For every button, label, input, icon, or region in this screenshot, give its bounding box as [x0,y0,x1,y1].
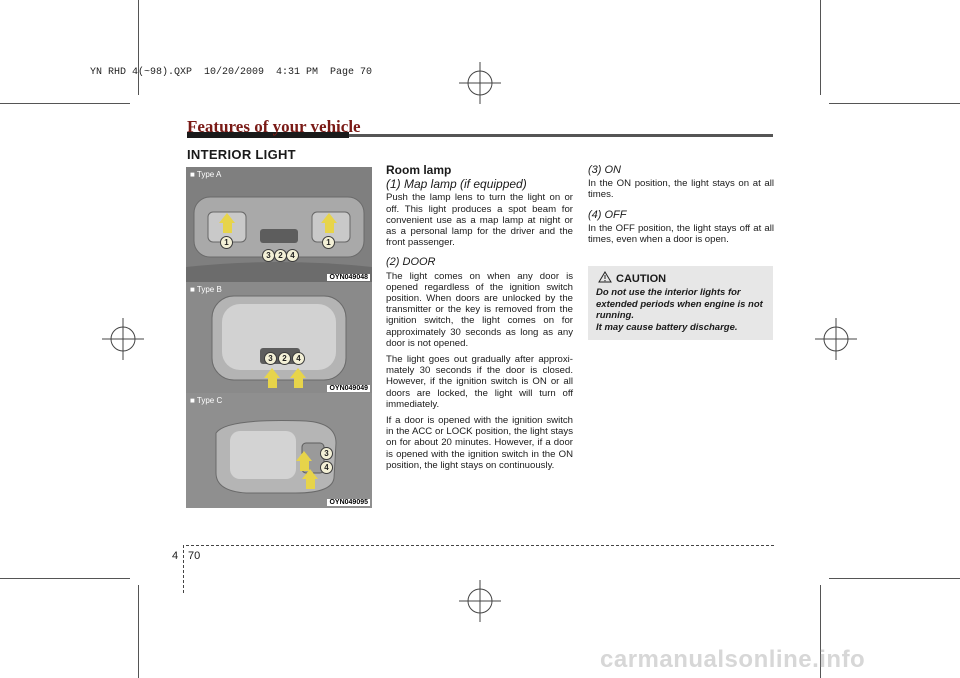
arrow-up-icon [264,368,280,378]
paragraph: In the OFF position, the light stays off at all times, even when a door is open. [588,222,774,246]
warning-triangle-icon [598,271,612,283]
section-heading: INTERIOR LIGHT [187,147,296,162]
callout-number: 4 [286,249,299,262]
crop-mark [0,103,130,104]
figure-code: OYN049048 [329,274,368,281]
callout-number: 3 [320,447,333,460]
page-number: 70 [188,550,201,562]
caution-text [596,287,766,333]
room-lamp-type-c-illustration [186,393,372,508]
crop-mark [138,585,139,678]
callout-number: 1 [322,236,335,249]
paragraph: The light comes on when any door is opened regardless of the ignition switch position. When doors are unlocked by the transmitter or the key is removed from the ignition switch, the light comes on for approximately 30 seconds as long as any door is not opened. [386,270,573,349]
callout-number: 4 [292,352,305,365]
caution-line: It may cause battery discharge. [596,321,738,333]
caution-title: CAUTION [616,273,667,285]
registration-mark-icon [459,580,501,622]
figure-type-a [186,167,372,283]
arrow-up-icon [219,213,235,223]
arrow-up-icon [296,451,312,461]
arrow-up-icon [294,378,303,388]
subheading-door: (2) DOOR [386,256,436,269]
subheading-room-lamp: Room lamp [386,163,452,177]
paragraph: If a door is opened with the ignition switch in the ACC or LOCK position, the light stays on for about 20 minutes. However, if a door is opened with the ignition switch in the ON position, the light stays on continuously. [386,415,573,471]
text-column-middle [386,165,573,476]
paragraph: In the ON position, the light stays on at all times. [588,178,774,201]
arrow-up-icon [268,378,277,388]
text-column-right [588,165,774,250]
figure-label: ■ Type A [190,170,222,179]
figure-code: OYN049049 [329,385,368,392]
arrow-up-icon [302,469,318,479]
paragraph: The light goes out gradually after approxi-mately 30 seconds if the door is closed. However, if the ignition switch is ON or all doors are locked, the light will turn off immediately. [386,354,573,410]
crop-mark [820,0,821,95]
crop-mark [829,578,960,579]
arrow-up-icon [223,223,232,233]
crop-mark [0,578,130,579]
paragraph: Push the lamp lens to turn the light on or off. This light produces a spot beam for convenient use as a map lamp at night or as a personal lamp for the driver and the front passenger. [386,192,573,249]
figure-type-c [186,393,372,508]
footer-rule [186,545,774,546]
callout-number: 3 [264,352,277,365]
room-lamp-type-a-illustration [186,167,372,283]
arrow-up-icon [321,213,337,223]
chapter-number: 4 [172,550,179,562]
registration-mark-icon [815,318,857,360]
subheading-map-lamp: (1) Map lamp (if equipped) [386,177,527,192]
callout-number: 3 [262,249,275,262]
callout-number: 2 [278,352,291,365]
figure-code: OYN049095 [329,499,368,506]
figure-label: ■ Type C [190,396,223,405]
subheading-off: (4) OFF [588,208,627,221]
caution-line: Do not use the interior lights for extended periods when engine is not running. [596,287,763,321]
page-header-title: Features of your vehicle [187,117,361,136]
arrow-up-icon [290,368,306,378]
crop-mark [138,0,139,95]
callout-number: 1 [220,236,233,249]
subheading-on: (3) ON [588,164,621,176]
print-slug: YN RHD 4(~98).QXP 10/20/2009 4:31 PM Page 70 [90,67,373,78]
crop-mark [829,103,960,104]
watermark-text: carmanualsonline.info [600,646,866,673]
figure-label: ■ Type B [190,285,222,294]
registration-mark-icon [459,62,501,104]
figure-type-b [186,282,372,394]
footer-divider [183,545,184,593]
caution-box [588,266,773,340]
registration-mark-icon [102,318,144,360]
arrow-up-icon [306,479,315,489]
arrow-up-icon [325,223,334,233]
callout-number: 4 [320,461,333,474]
callout-number: 2 [274,249,287,262]
